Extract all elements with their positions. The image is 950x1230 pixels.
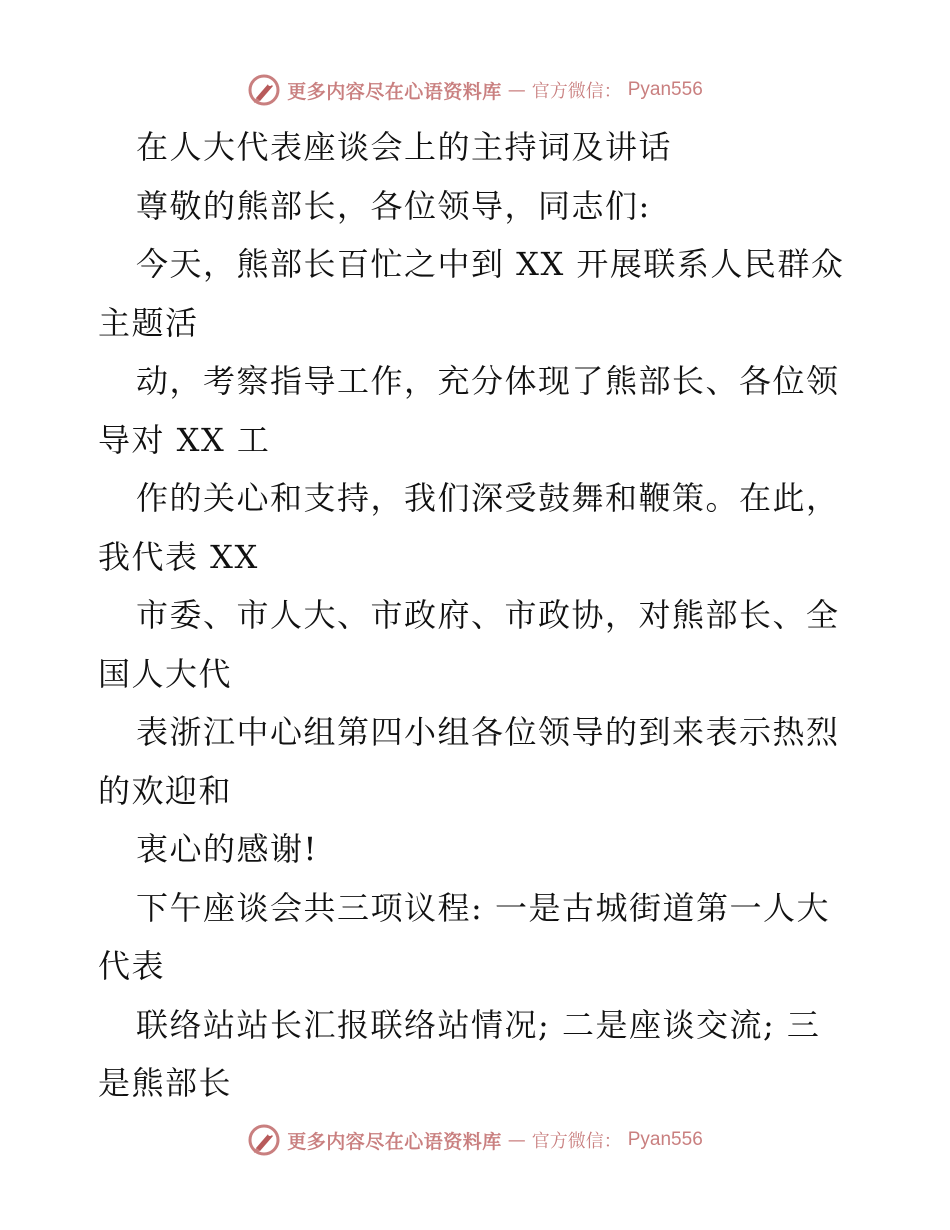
- watermark-wechat-id: Pyan556: [627, 79, 703, 100]
- text-line: 表浙江中心组第四小组各位领导的到来表示热烈: [136, 713, 840, 751]
- watermark-wechat-id: Pyan556: [627, 1129, 703, 1150]
- pen-logo-icon: [247, 1123, 281, 1157]
- watermark-wechat-label: 官方微信：: [531, 81, 622, 102]
- watermark-site-text: 更多内容尽在心语资料库: [287, 80, 502, 103]
- watermark-wechat-label: 官方微信：: [531, 1131, 622, 1152]
- pen-logo-icon: [247, 73, 281, 107]
- text-line: 动，考察指导工作，充分体现了熊部长、各位领: [136, 362, 840, 400]
- text-line: 的欢迎和: [98, 771, 233, 810]
- watermark-dash: —: [507, 1129, 526, 1151]
- text-line: 今天，熊部长百忙之中到 XX 开展联系人民群众: [136, 245, 845, 283]
- text-line: 衷心的感谢!: [136, 830, 318, 868]
- text-line: 联络站站长汇报联络站情况; 二是座谈交流; 三: [136, 1005, 821, 1044]
- text-line: 代表: [98, 947, 166, 985]
- text-line: 导对 XX 工: [98, 420, 271, 459]
- text-line: 作的关心和支持，我们深受鼓舞和鞭策。在此，: [136, 479, 840, 517]
- text-line: 主题活: [98, 303, 199, 342]
- document-body: [98, 118, 858, 1113]
- text-line: 是熊部长: [98, 1064, 233, 1102]
- text-line: 市委、市人大、市政府、市政协，对熊部长、全: [136, 596, 840, 634]
- text-line: 我代表 XX: [98, 537, 259, 576]
- footer-watermark: [0, 1120, 950, 1160]
- text-line: 尊敬的熊部长，各位领导，同志们:: [136, 186, 651, 225]
- watermark-dash: —: [507, 79, 526, 101]
- text-line: 国人大代: [98, 654, 233, 693]
- watermark-site-text: 更多内容尽在心语资料库: [287, 1130, 502, 1153]
- header-watermark: [0, 70, 950, 110]
- text-line: 在人大代表座谈会上的主持词及讲话: [136, 128, 673, 166]
- text-line: 下午座谈会共三项议程: 一是古城街道第一人大: [136, 888, 830, 927]
